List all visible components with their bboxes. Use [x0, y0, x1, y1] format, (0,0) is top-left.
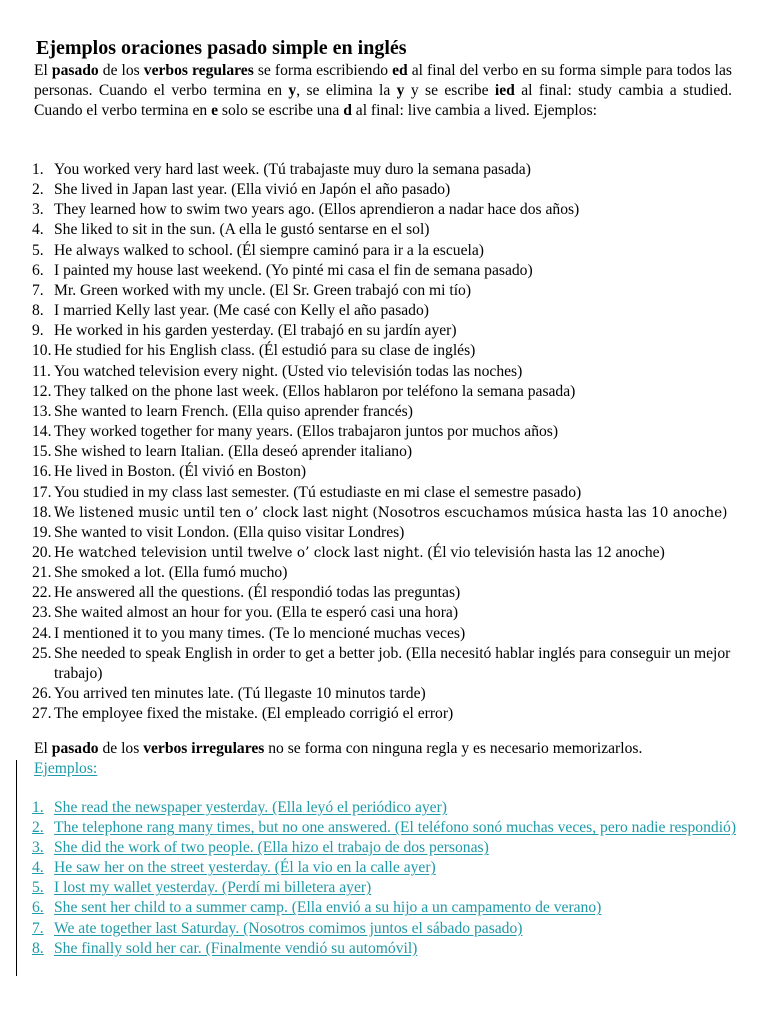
list-number: 25. [32, 644, 52, 662]
list-item [32, 200, 742, 220]
list-item [32, 563, 742, 583]
list-item [32, 483, 742, 503]
list-number: 4. [32, 859, 44, 877]
list-text: She needed to speak English in order to get a better job. (Ella necesitó hablar inglés para conseguir un mejor trabajo) [54, 644, 731, 682]
list-item [32, 624, 742, 644]
list-number: 22. [32, 584, 52, 602]
list-item [32, 160, 742, 180]
list-item [32, 220, 742, 240]
irregular-intro-text: de los [98, 740, 144, 757]
list-text: Mr. Green worked with my uncle. (El Sr. Green trabajó con mi tío) [54, 281, 472, 299]
list-item [32, 644, 742, 684]
list-number: 7. [32, 281, 44, 299]
list-text: She liked to sit in the sun. (A ella le gustó sentarse en el sol) [54, 221, 430, 239]
list-item [32, 382, 742, 402]
irregular-examples-label-link[interactable]: Ejemplos: [34, 760, 98, 777]
list-number: 10. [32, 342, 52, 360]
list-text: I painted my house last weekend. (Yo pinté mi casa el fin de semana pasado) [54, 261, 533, 279]
intro-bold: d [343, 102, 352, 119]
list-item [32, 281, 742, 301]
link-list-item[interactable] [32, 939, 744, 959]
list-item [32, 362, 742, 382]
list-item [32, 442, 742, 462]
list-text: He always walked to school. (Él siempre caminó para ir a la escuela) [54, 241, 484, 259]
list-number: 18. [32, 503, 52, 521]
list-number: 5. [32, 879, 44, 897]
intro-bold: ed [392, 62, 408, 79]
link-list-item[interactable] [32, 878, 744, 898]
list-text: The employee fixed the mistake. (El empleado corrigió el error) [54, 705, 454, 723]
list-item [32, 422, 742, 442]
list-number: 13. [32, 402, 52, 420]
list-text-part: He watched television until twelve o’ clock last night. [54, 544, 424, 561]
list-item [32, 301, 742, 321]
link-list-item[interactable] [32, 818, 744, 838]
list-item [32, 583, 742, 603]
list-text: He studied for his English class. (Él estudió para su clase de inglés) [54, 342, 476, 360]
intro-bold: y [396, 82, 405, 99]
list-number: 9. [32, 322, 44, 340]
intro-text: al final: study cambia a studied. Cuando el verbo termina en [34, 82, 733, 119]
list-text: I mentioned it to you many times. (Te lo mencioné muchas veces) [54, 624, 466, 642]
list-number: 15. [32, 443, 52, 461]
intro-text: solo se escribe una [218, 102, 344, 119]
list-text: You arrived ten minutes late. (Tú llegaste 10 minutos tarde) [54, 685, 426, 703]
list-link-text[interactable]: We ate together last Saturday. (Nosotros comimos juntos el sábado pasado) [54, 919, 523, 937]
list-text: You worked very hard last week. (Tú trabajaste muy duro la semana pasada) [54, 161, 531, 178]
list-text: She wished to learn Italian. (Ella deseó aprender italiano) [54, 443, 413, 461]
list-text: You watched television every night. (Usted vio televisión todas las noches) [54, 362, 523, 380]
list-number: 12. [32, 382, 52, 400]
list-number: 3. [32, 201, 44, 219]
list-number: 23. [32, 604, 52, 622]
list-number: 20. [32, 543, 52, 561]
intro-text: al final: live cambia a lived. Ejemplos: [351, 102, 597, 119]
list-link-text[interactable]: She did the work of two people. (Ella hizo el trabajo de dos personas) [54, 839, 489, 857]
list-item [32, 462, 742, 482]
irregular-intro-text: no se forma con ninguna regla y es necesario memorizarlos. [264, 740, 643, 757]
list-text: He answered all the questions. (Él respondió todas las preguntas) [54, 584, 461, 602]
irregular-examples-list [32, 798, 744, 959]
list-number: 8. [32, 302, 44, 320]
link-list-item[interactable] [32, 858, 744, 878]
list-item [32, 402, 742, 422]
list-text: We listened music until ten o’ clock last night (Nosotros escuchamos música hasta las 10 anoche) [54, 504, 728, 521]
list-text: You studied in my class last semester. (Tú estudiaste en mi clase el semestre pasado) [54, 483, 582, 501]
list-item [32, 704, 742, 724]
list-number: 11. [32, 362, 51, 380]
list-number: 26. [32, 685, 52, 703]
intro-bold: e [211, 102, 219, 119]
list-item [32, 543, 742, 563]
list-link-text[interactable]: She finally sold her car. (Finalmente vendió su automóvil) [54, 939, 418, 957]
list-number: 4. [32, 221, 44, 239]
list-text: She wanted to visit London. (Ella quiso visitar Londres) [54, 523, 405, 541]
irregular-intro-text: El [34, 740, 52, 757]
list-item [32, 684, 742, 704]
list-number: 2. [32, 819, 44, 837]
list-text: She lived in Japan last year. (Ella vivió en Japón el año pasado) [54, 181, 451, 199]
list-number: 8. [32, 939, 44, 957]
document-title: Ejemplos oraciones pasado simple en inglés [36, 37, 407, 59]
list-number: 6. [32, 899, 44, 917]
regular-verbs-intro [34, 61, 732, 121]
list-number: 1. [32, 161, 44, 178]
list-number: 16. [32, 463, 52, 481]
list-number: 19. [32, 523, 52, 541]
intro-text: El [34, 62, 52, 79]
list-item [32, 503, 742, 523]
link-list-item[interactable] [32, 798, 744, 818]
list-text [54, 543, 742, 563]
list-item [32, 261, 742, 281]
list-item [32, 341, 742, 361]
list-text: They learned how to swim two years ago. (Ellos aprendieron a nadar hace dos años) [54, 201, 580, 219]
intro-bold: verbos regulares [143, 62, 254, 79]
list-number: 27. [32, 705, 52, 723]
list-number: 21. [32, 564, 52, 582]
list-item [32, 180, 742, 200]
list-item [32, 241, 742, 261]
list-item [32, 603, 742, 623]
intro-text: de los [98, 62, 144, 79]
list-link-text[interactable]: The telephone rang many times, but no one answered. (El teléfono sonó muchas veces, pero nadie respondió) [54, 819, 737, 837]
list-number: 7. [32, 919, 44, 937]
link-list-item[interactable] [32, 898, 744, 918]
list-text: He worked in his garden yesterday. (El trabajó en su jardín ayer) [54, 322, 457, 340]
list-text: They worked together for many years. (Ellos trabajaron juntos por muchos años) [54, 423, 559, 441]
list-link-text[interactable]: She read the newspaper yesterday. (Ella leyó el periódico ayer) [54, 799, 447, 816]
list-text: I married Kelly last year. (Me casé con Kelly el año pasado) [54, 302, 429, 320]
intro-text: y se escribe [404, 82, 495, 99]
list-text: They talked on the phone last week. (Ellos hablaron por teléfono la semana pasada) [54, 382, 576, 400]
list-text: He lived in Boston. (Él vivió en Boston) [54, 463, 307, 481]
link-list-item[interactable] [32, 919, 744, 939]
list-number: 5. [32, 241, 44, 259]
irregular-intro-bold: verbos irregulares [143, 740, 265, 757]
list-number: 6. [32, 261, 44, 279]
list-text-part: (Él vio televisión hasta las 12 anoche) [423, 543, 665, 561]
regular-examples-list [32, 160, 742, 724]
list-number: 1. [32, 799, 44, 816]
list-link-text[interactable]: He saw her on the street yesterday. (Él la vio en la calle ayer) [54, 859, 436, 877]
list-number: 3. [32, 839, 44, 857]
list-number: 17. [32, 483, 52, 501]
intro-text: se forma escribiendo [253, 62, 393, 79]
list-item [32, 321, 742, 341]
irregular-intro-bold: pasado [51, 740, 99, 757]
list-link-text[interactable]: She sent her child to a summer camp. (Ella envió a su hijo a un campamento de verano) [54, 899, 602, 917]
list-link-text[interactable]: I lost my wallet yesterday. (Perdí mi billetera ayer) [54, 879, 372, 897]
list-text: She smoked a lot. (Ella fumó mucho) [54, 564, 288, 582]
list-text: She wanted to learn French. (Ella quiso aprender francés) [54, 402, 413, 420]
change-bar [16, 760, 17, 976]
list-number: 24. [32, 624, 52, 642]
intro-text: , se elimina la [296, 82, 397, 99]
intro-text: al final del verbo en su forma simple para todos las personas. Cuando el verbo termina en [34, 62, 732, 99]
list-text: She waited almost an hour for you. (Ella te esperó casi una hora) [54, 604, 459, 622]
list-number: 14. [32, 423, 52, 441]
irregular-verbs-intro [34, 739, 744, 759]
list-item [32, 523, 742, 543]
intro-bold: ied [494, 82, 515, 99]
list-number: 2. [32, 181, 44, 199]
intro-bold: pasado [51, 62, 99, 79]
intro-bold: y [288, 82, 297, 99]
link-list-item[interactable] [32, 838, 744, 858]
